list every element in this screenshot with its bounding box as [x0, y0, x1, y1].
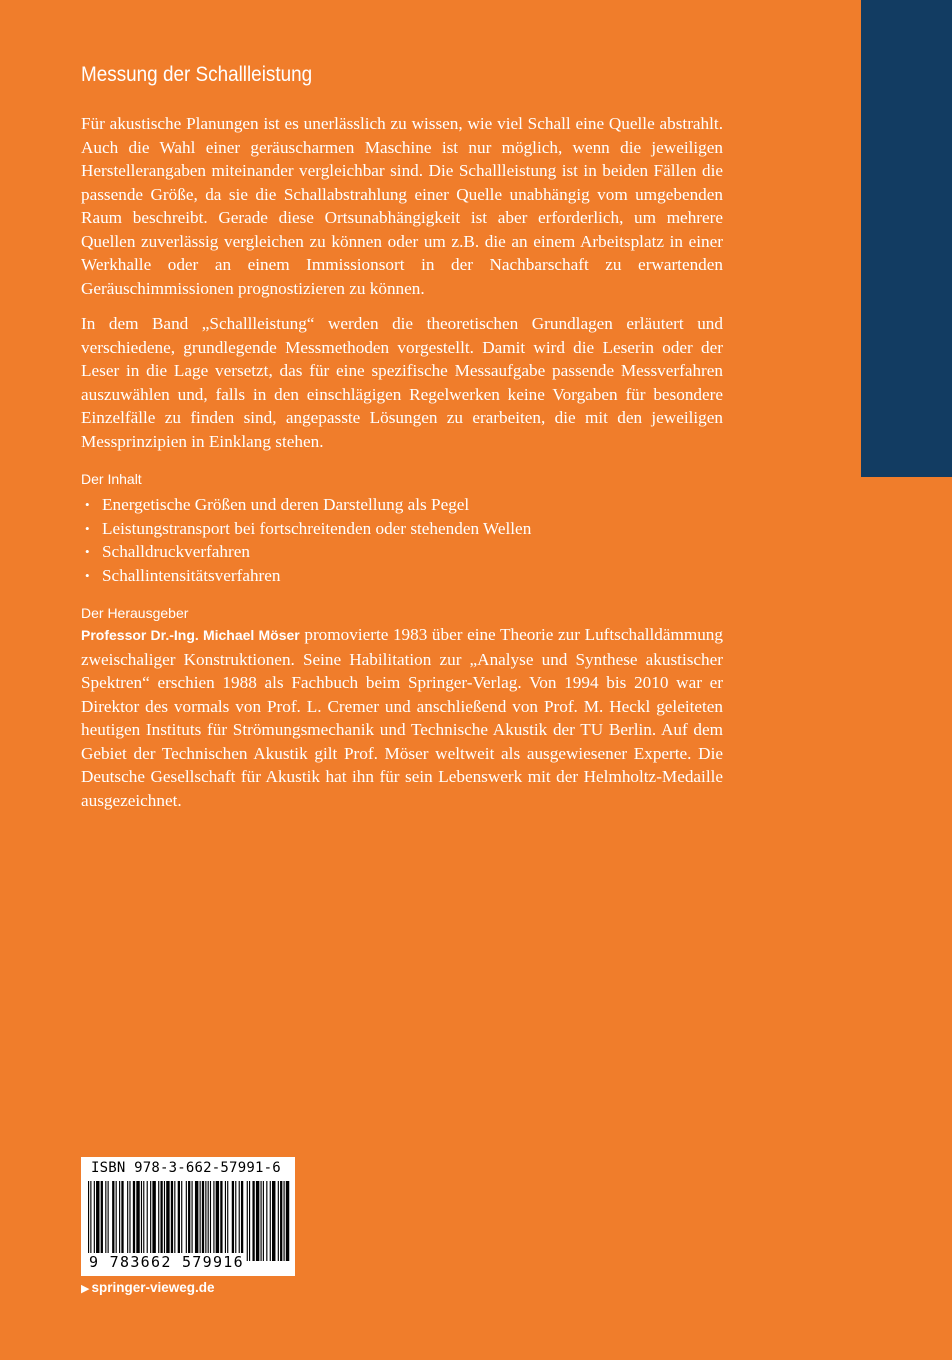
contents-list: [81, 493, 723, 587]
barcode-bar: [256, 1181, 259, 1261]
barcode-bar: [263, 1181, 264, 1261]
barcode-bar: [119, 1181, 120, 1261]
isbn-barcode: [81, 1157, 295, 1276]
barcode-bar: [116, 1181, 117, 1261]
barcode-bar: [188, 1181, 190, 1261]
barcode-bar: [210, 1181, 211, 1261]
barcode-bar: [232, 1181, 234, 1261]
arrow-right-icon: ▶: [81, 1283, 90, 1295]
barcode-bar: [94, 1181, 95, 1261]
barcode-bar: [164, 1181, 165, 1261]
barcode-bar: [227, 1181, 228, 1261]
barcode-bar: [220, 1181, 222, 1261]
side-color-bar: [861, 0, 952, 477]
barcode-bar: [241, 1181, 243, 1261]
barcode-bar: [202, 1181, 204, 1261]
barcode-bars: [86, 1181, 290, 1261]
barcode-bar: [178, 1181, 180, 1261]
barcode-bar: [152, 1181, 155, 1261]
barcode-bar: [278, 1181, 279, 1261]
barcode-bar: [108, 1181, 109, 1261]
list-item: [81, 517, 723, 541]
list-item-text: Schallintensitätsverfahren: [102, 565, 281, 585]
back-cover-text: [81, 60, 723, 824]
barcode-bar: [200, 1181, 201, 1261]
barcode-bar: [205, 1181, 206, 1261]
barcode-bar: [270, 1181, 271, 1261]
barcode-bar: [186, 1181, 187, 1261]
description-paragraph-1: Für akustische Planungen ist es unerlässlich zu wissen, wie viel Schall eine Quelle abstrahlt. Auch die Wahl einer geräuscharmen Maschine ist nur möglich, wenn die jeweiligen Herstellerangaben miteinander vergleichbar sind. Die Schallleistung ist in beiden Fällen die passende Größe, da sie die Schallabstrahlung einer Quelle unabhängig vom umgebenden Raum beschreibt. Gerade diese Ortsunabhängigkeit ist aber erforderlich, um mehrere Quellen zuverlässig vergleichen zu können oder um z.B. die an einem Arbeitsplatz in einer Werkhalle oder an einem Immissionsort in der Nachbarschaft zu erwartenden Geräuschimmissionen prognostizieren zu können.: [81, 114, 723, 298]
barcode-bar: [261, 1181, 262, 1261]
barcode-bar: [150, 1181, 151, 1261]
barcode-bar: [181, 1181, 182, 1261]
publisher-url[interactable]: [81, 1280, 215, 1295]
barcode-bar: [225, 1181, 226, 1261]
barcode-bar: [216, 1181, 219, 1261]
barcode-bar: [129, 1181, 130, 1261]
barcode-bar: [141, 1181, 142, 1261]
barcode-bar: [171, 1181, 173, 1261]
barcode-bar: [266, 1181, 267, 1261]
barcode-bar: [90, 1181, 91, 1261]
isbn-label: ISBN 978-3-662-57991-6: [91, 1160, 281, 1176]
book-title: Messung der Schallleistung: [81, 63, 313, 86]
barcode-bar: [133, 1181, 135, 1261]
publisher-url-text: springer-vieweg.de: [91, 1280, 215, 1295]
barcode-bar: [88, 1181, 89, 1261]
barcode-bar: [272, 1181, 275, 1261]
barcode-bar: [239, 1181, 240, 1261]
list-item-text: Energetische Größen und deren Darstellung als Pegel: [102, 495, 470, 514]
list-item-text: Schalldruckverfahren: [102, 542, 250, 561]
barcode-bar: [208, 1181, 209, 1261]
description-paragraph-2: In dem Band „Schallleistung“ werden die theoretischen Grundlagen erläutert und verschiedene, grundlegende Messmethoden vorgestellt. Damit wird die Leserin oder der Leser in die Lage versetzt, das für eine spezifische Messaufgabe passende Messverfahren auszuwählen und, falls in den einschlägigen Regelwerken keine Vorgaben für besondere Einzelfälle zu finden sind, angepasste Lösungen zu erarbeiten, die mit den jeweiligen Messprinzipien in Einklang stehen.: [81, 314, 723, 451]
barcode-bar: [112, 1181, 114, 1261]
barcode-bar: [166, 1181, 169, 1261]
barcode-bar: [249, 1181, 250, 1261]
barcode-bar: [143, 1181, 144, 1261]
bullet-icon: •: [85, 544, 90, 559]
barcode-digits: 9 783662 579916: [89, 1253, 244, 1271]
bullet-icon: •: [85, 520, 90, 536]
barcode-bar: [121, 1181, 123, 1261]
contents-heading: Der Inhalt: [81, 471, 142, 487]
list-item-text: Leistungstransport bei fortschreitenden oder stehenden Wellen: [102, 518, 532, 538]
barcode-bar: [96, 1181, 99, 1261]
barcode-bar: [192, 1181, 193, 1261]
barcode-bar: [247, 1181, 248, 1261]
barcode-bar: [284, 1181, 285, 1261]
barcode-bar: [158, 1181, 159, 1261]
barcode-bar: [280, 1181, 282, 1261]
barcode-bar: [147, 1181, 148, 1261]
editor-heading: Der Herausgeber: [81, 605, 189, 621]
barcode-bar: [195, 1181, 198, 1261]
list-item: [81, 564, 723, 588]
list-item: [81, 493, 723, 517]
barcode-bar: [235, 1181, 236, 1261]
bullet-icon: •: [85, 497, 90, 512]
barcode-bar: [213, 1181, 214, 1261]
barcode-bar: [286, 1181, 289, 1261]
barcode-bar: [127, 1181, 128, 1261]
editor-bio-text: promovierte 1983 über eine Theorie zur Luftschalldämmung zweischaliger Konstruktionen. Seine Habilitation zur „Analyse und Synthese akustischer Spektren“ erschien 1988 als Fachbuch beim Springer-Verlag. Von 1994 bis 2010 war er Direktor des vormals von Prof. L. Cremer und anschließend von Prof. M. Heckl geleiteten heutigen Instituts für Strömungsmechanik und Technische Akustik der TU Berlin. Auf dem Gebiet der Technischen Akustik gilt Prof. Möser weltweit als ausgewiesener Experte. Die Deutsche Gesellschaft für Akustik hat ihn für sein Lebenswerk mit der Helmholtz-Medaille ausgezeichnet.: [81, 625, 723, 810]
barcode-bar: [136, 1181, 139, 1261]
barcode-bar: [105, 1181, 106, 1261]
barcode-bar: [174, 1181, 175, 1261]
list-item: [81, 540, 723, 564]
barcode-bar: [160, 1181, 162, 1261]
bullet-icon: •: [85, 567, 90, 583]
barcode-bar: [252, 1181, 254, 1261]
editor-bio: [81, 623, 723, 812]
editor-name: Professor Dr.-Ing. Michael Möser: [81, 627, 300, 643]
barcode-bar: [101, 1181, 103, 1261]
